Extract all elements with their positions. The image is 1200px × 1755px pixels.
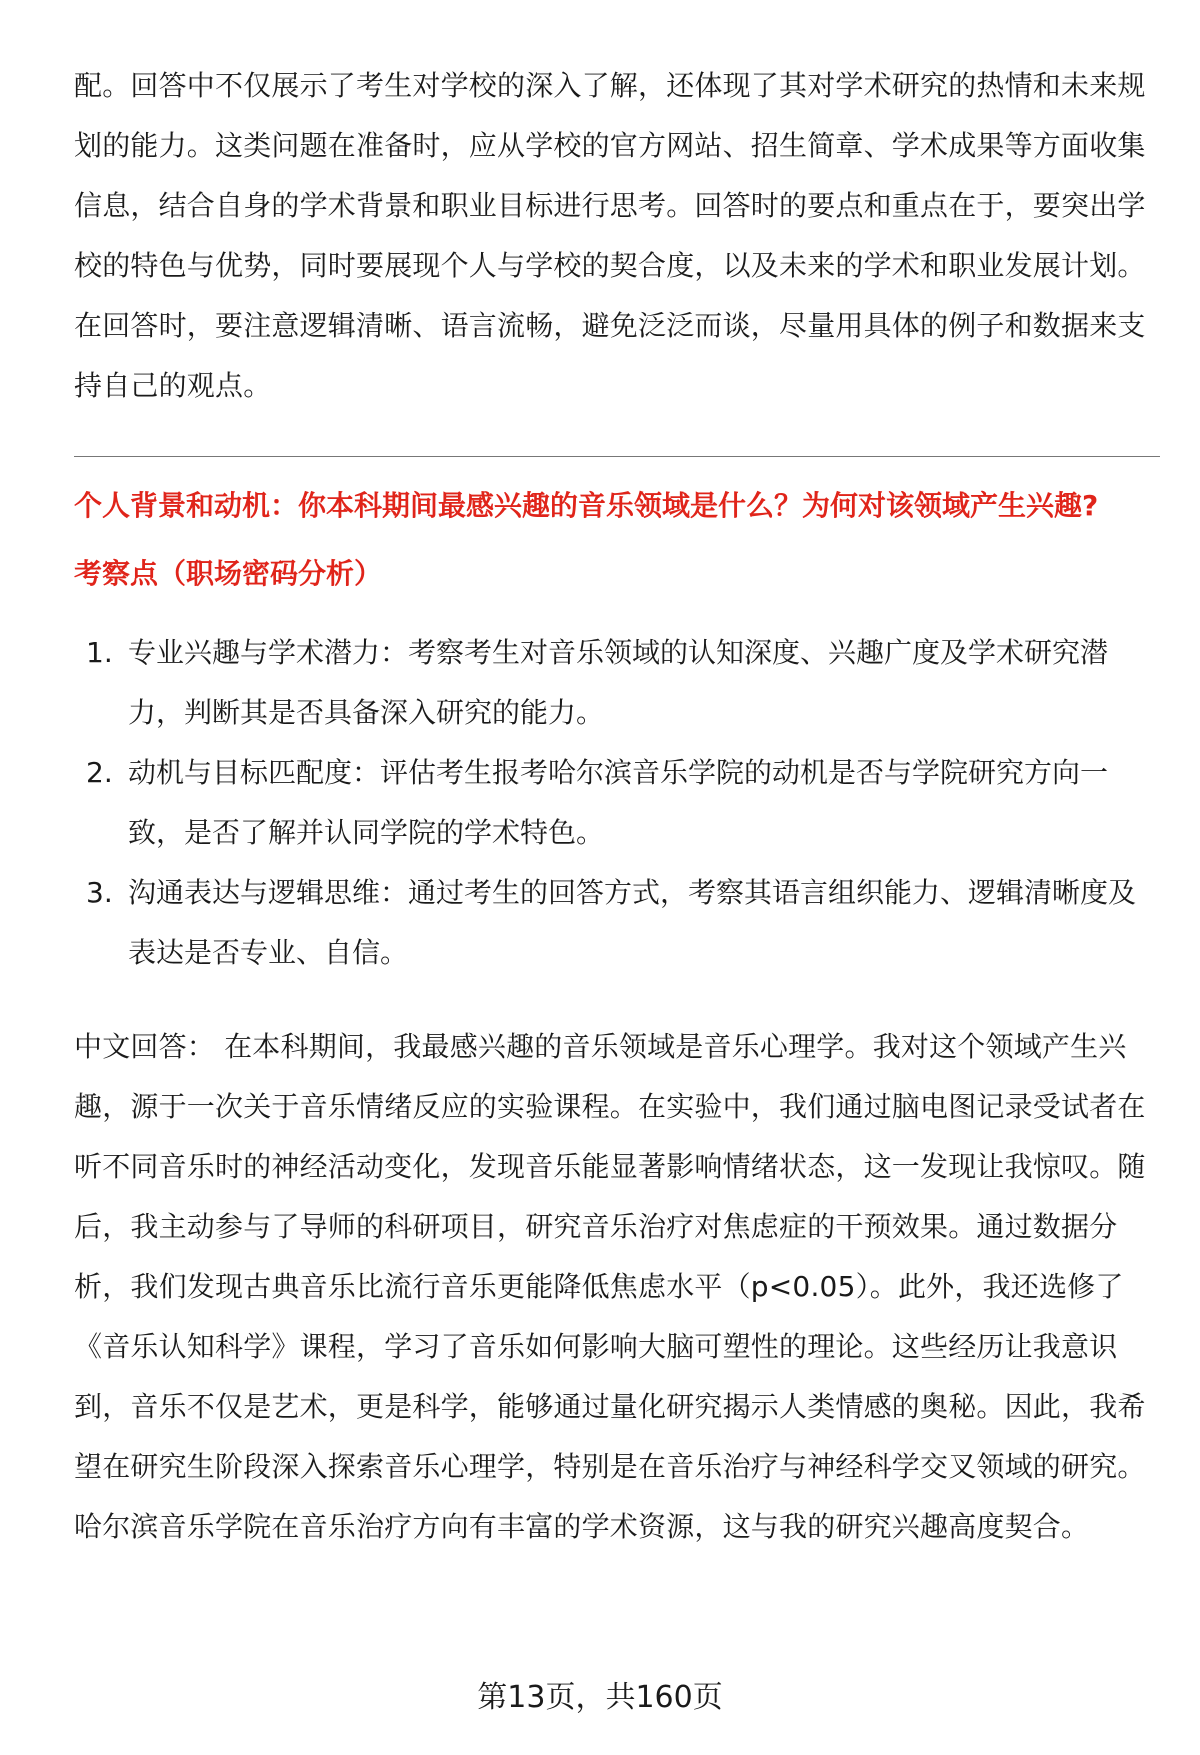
list-item [74, 623, 1160, 743]
section-divider [74, 456, 1160, 457]
list-item-text: 沟通表达与逻辑思维：通过考生的回答方式，考察其语言组织能力、逻辑清晰度及表达是否专业、自信。 [128, 876, 1137, 969]
assessment-list [74, 623, 1160, 983]
list-item-number: 3. [86, 876, 113, 909]
intro-paragraph: 配。回答中不仅展示了考生对学校的深入了解，还体现了其对学术研究的热情和未来规划的能力。这类问题在准备时，应从学校的官方网站、招生简章、学术成果等方面收集信息，结合自身的学术背景和职业目标进行思考。回答时的要点和重点在于，要突出学校的特色与优势，同时要展现个人与学校的契合度，以及未来的学术和职业发展计划。在回答时，要注意逻辑清晰、语言流畅，避免泛泛而谈，尽量用具体的例子和数据来支持自己的观点。 [74, 69, 1146, 402]
question-heading: 个人背景和动机：你本科期间最感兴趣的音乐领域是什么？为何对该领域产生兴趣? [74, 489, 1099, 522]
assessment-heading: 考察点（职场密码分析） [74, 557, 383, 590]
list-item-text: 动机与目标匹配度：评估考生报考哈尔滨音乐学院的动机是否与学院研究方向一致，是否了解并认同学院的学术特色。 [128, 756, 1109, 849]
page-number: 第13页，共160页 [477, 1680, 723, 1715]
document-page [74, 56, 1160, 1557]
list-item-text: 专业兴趣与学术潜力：考察考生对音乐领域的认知深度、兴趣广度及学术研究潜力，判断其是否具备深入研究的能力。 [128, 636, 1109, 729]
answer-paragraph: 中文回答： 在本科期间，我最感兴趣的音乐领域是音乐心理学。我对这个领域产生兴趣，源于一次关于音乐情绪反应的实验课程。在实验中，我们通过脑电图记录受试者在听不同音乐时的神经活动变化，发现音乐能显著影响情绪状态，这一发现让我惊叹。随后，我主动参与了导师的科研项目，研究音乐治疗对焦虑症的干预效果。通过数据分析，我们发现古典音乐比流行音乐更能降低焦虑水平（p<0.05）。此外，我还选修了《音乐认知科学》课程，学习了音乐如何影响大脑可塑性的理论。这些经历让我意识到，音乐不仅是艺术，更是科学，能够通过量化研究揭示人类情感的奥秘。因此，我希望在研究生阶段深入探索音乐心理学，特别是在音乐治疗与神经科学交叉领域的研究。哈尔滨音乐学院在音乐治疗方向有丰富的学术资源，这与我的研究兴趣高度契合。 [74, 1030, 1146, 1543]
list-item [74, 743, 1160, 863]
list-item [74, 863, 1160, 983]
list-item-number: 1. [86, 636, 113, 669]
list-item-number: 2. [86, 756, 113, 789]
